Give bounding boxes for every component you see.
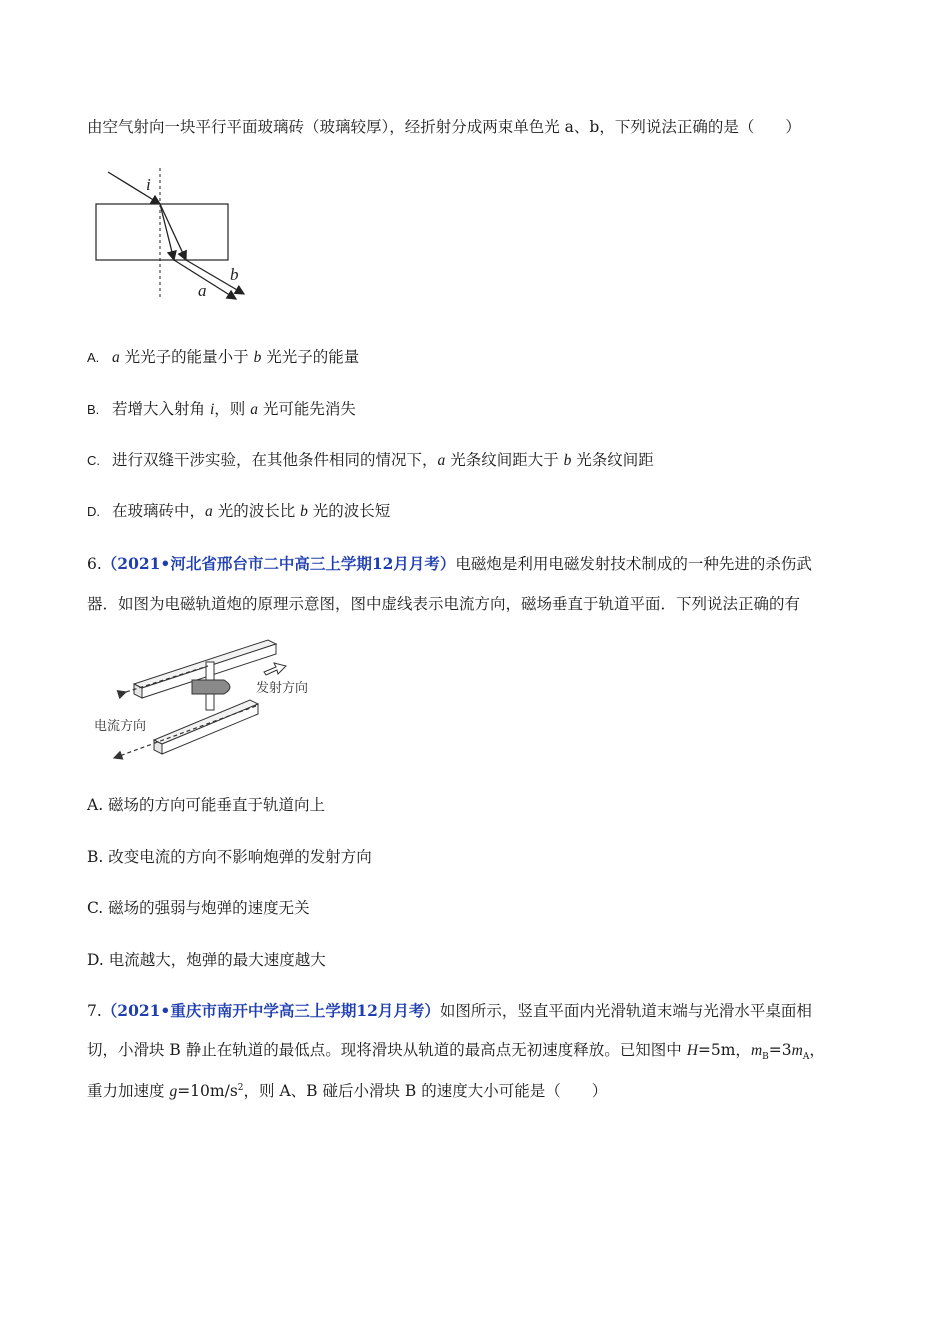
label-a: a: [198, 281, 207, 300]
q5-option-c: C. 进行双缝干涉实验，在其他条件相同的情况下，a 光条纹间距大于 b 光条纹间距: [87, 451, 654, 469]
q6-stem-line2: 器．如图为电磁轨道炮的原理示意图，图中虚线表示电流方向，磁场垂直于轨道平面．下列说法正确的有: [87, 595, 801, 613]
q6-option-a: A. 磁场的方向可能垂直于轨道向上: [87, 796, 326, 814]
q6-railgun-figure: [88, 636, 333, 761]
q6-source: （2021•河北省邢台市二中高三上学期12月月考）: [101, 554, 456, 573]
projectile: [192, 680, 230, 694]
q5-refraction-figure: [90, 168, 250, 303]
q7-source: （2021•重庆市南开中学高三上学期12月月考）: [101, 1001, 440, 1020]
launch-arrow: [264, 663, 286, 675]
q5-stem: 由空气射向一块平行平面玻璃砖（玻璃较厚），经折射分成两束单色光 a、b，下列说法正确的是（ ）: [87, 118, 801, 136]
q7-stem-line3: 重力加速度 $g=10m/s^2$，则 A、B 碰后小滑块 B 的速度大小可能是（ ）: [87, 1082, 608, 1101]
q7-number: 7.: [87, 1002, 102, 1020]
incident-ray: [108, 172, 160, 204]
label-launch-direction: 发射方向: [256, 681, 309, 696]
q6-option-b: B. 改变电流的方向不影响炮弹的发射方向: [87, 848, 372, 866]
q5-option-d: D. 在玻璃砖中，a 光的波长比 b 光的波长短: [87, 502, 391, 520]
q6-number: 6.: [87, 555, 102, 573]
label-i: i: [146, 175, 151, 194]
q7-stem-line2: 切，小滑块 B 静止在轨道的最低点。现将滑块从轨道的最高点无初速度释放。已知图中 H=5m，$m_B=3m_A$，: [87, 1041, 825, 1063]
q6-stem-line1: 6.（2021•河北省邢台市二中高三上学期12月月考）电磁炮是利用电磁发射技术制成的一种先进的杀伤武: [87, 554, 812, 573]
refracted-ray-a: [160, 204, 174, 260]
q5-option-a: A. a 光光子的能量小于 b 光光子的能量: [87, 348, 360, 366]
label-b: b: [230, 265, 239, 284]
q5-option-b: B. 若增大入射角 i，则 a 光可能先消失: [87, 400, 356, 418]
q6-option-d: D. 电流越大，炮弹的最大速度越大: [87, 951, 326, 969]
label-current-direction: 电流方向: [94, 719, 147, 734]
q6-option-c: C. 磁场的强弱与炮弹的速度无关: [87, 899, 310, 917]
refracted-ray-b: [160, 204, 186, 260]
q7-stem-line1: 7.（2021•重庆市南开中学高三上学期12月月考）如图所示，竖直平面内光滑轨道末端与光滑水平桌面相: [87, 1001, 812, 1020]
